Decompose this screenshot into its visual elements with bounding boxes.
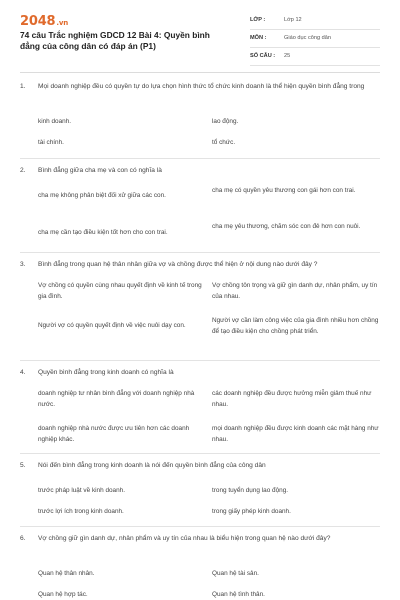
question-text: Quyền bình đẳng trong kinh doanh có nghĩa là	[38, 369, 174, 376]
answer-option[interactable]: trong giấy phép kinh doanh.	[212, 508, 291, 515]
answer-option[interactable]: Người vợ cần làm công việc của gia đình nhiều hơn chồng để tạo điều kiện cho chồng phát triển.	[212, 317, 379, 335]
answer-option[interactable]: Quan hệ hợp tác.	[38, 591, 88, 598]
page-header	[0, 0, 400, 68]
answer-option[interactable]: Vợ chồng tôn trọng và giữ gìn danh dự, nhân phẩm, uy tín của nhau.	[212, 282, 378, 300]
question-number: 4.	[20, 369, 26, 376]
meta-value: 25	[284, 53, 291, 59]
question-number: 6.	[20, 535, 26, 542]
question-number: 2.	[20, 167, 26, 174]
question-number: 5.	[20, 462, 26, 469]
answer-option[interactable]: lao động.	[212, 118, 239, 125]
meta-row-class	[250, 12, 380, 30]
answer-option[interactable]: doanh nghiệp tư nhân bình đẳng với doanh nghiệp nhà nước.	[38, 390, 195, 408]
meta-label: MÔN :	[250, 35, 267, 41]
question-text: Mọi doanh nghiệp đều có quyền tự do lựa chọn hình thức tổ chức kinh doanh là thể hiện quyền bình đẳng trong	[38, 83, 365, 90]
meta-value: Lớp 12	[284, 17, 302, 23]
answer-option[interactable]: trước pháp luật về kinh doanh.	[38, 487, 125, 494]
question-number: 3.	[20, 261, 26, 268]
answer-option[interactable]: trong tuyển dụng lao động.	[212, 487, 289, 494]
meta-row-subject	[250, 30, 380, 48]
answer-option[interactable]: cha mẹ không phân biệt đối xử giữa các con.	[38, 192, 166, 199]
header-divider	[20, 72, 380, 73]
question-divider	[20, 526, 380, 527]
question-divider	[20, 360, 380, 361]
answer-option[interactable]: tổ chức.	[212, 139, 236, 146]
answer-option[interactable]: cha mẹ cần tạo điều kiện tốt hơn cho con trai.	[38, 229, 168, 236]
answer-option[interactable]: trước lợi ích trong kinh doanh.	[38, 508, 124, 515]
answer-option[interactable]: kinh doanh.	[38, 118, 72, 125]
answer-option[interactable]: Quan hệ thân nhân.	[38, 570, 95, 577]
answer-option[interactable]: Quan hệ tài sản.	[212, 570, 259, 577]
question-text: Bình đẳng trong quan hệ thân nhân giữa vợ và chồng được thể hiện ở nội dung nào dưới đây ?	[38, 261, 318, 268]
question-divider	[20, 252, 380, 253]
logo-suffix: .vn	[56, 19, 68, 27]
site-logo[interactable]	[20, 14, 68, 29]
question-text: Bình đẳng giữa cha mẹ và con có nghĩa là	[38, 167, 162, 174]
question-number: 1.	[20, 83, 26, 90]
logo-text: 2048	[20, 14, 56, 29]
answer-option[interactable]: Quan hệ tình thân.	[212, 591, 265, 598]
meta-row-count	[250, 48, 380, 66]
question-text: Nói đến bình đẳng trong kinh doanh là nói đến quyền bình đẳng của công dân	[38, 462, 266, 469]
meta-label: SỐ CÂU :	[250, 53, 276, 59]
answer-option[interactable]: tài chính.	[38, 139, 64, 146]
question-text: Vợ chồng giữ gìn danh dự, nhân phẩm và uy tín của nhau là biểu hiện trong quan hệ nào dưới đây?	[38, 535, 331, 542]
question-divider	[20, 453, 380, 454]
answer-option[interactable]: doanh nghiệp nhà nước được ưu tiên hơn các doanh nghiệp khác.	[38, 425, 190, 443]
quiz-meta	[250, 12, 380, 66]
answer-option[interactable]: mọi doanh nghiệp đều được kinh doanh các mặt hàng như nhau.	[212, 425, 379, 443]
question-divider	[20, 158, 380, 159]
meta-label: LỚP :	[250, 17, 266, 23]
answer-option[interactable]: cha mẹ yêu thương, chăm sóc con đẻ hơn con nuôi.	[212, 223, 361, 230]
page-title: 74 câu Trắc nghiệm GDCD 12 Bài 4: Quyền bình đẳng của công dân có đáp án (P1)	[20, 30, 210, 51]
answer-option[interactable]: các doanh nghiệp đều được hưởng miễn giảm thuế như nhau.	[212, 390, 372, 408]
answer-option[interactable]: Vợ chồng có quyền cùng nhau quyết định về kinh tế trong gia đình.	[38, 282, 202, 300]
answer-option[interactable]: Người vợ có quyền quyết định về việc nuôi dạy con.	[38, 322, 186, 329]
meta-value: Giáo dục công dân	[284, 35, 331, 41]
answer-option[interactable]: cha mẹ có quyền yêu thương con gái hơn con trai.	[212, 187, 356, 194]
